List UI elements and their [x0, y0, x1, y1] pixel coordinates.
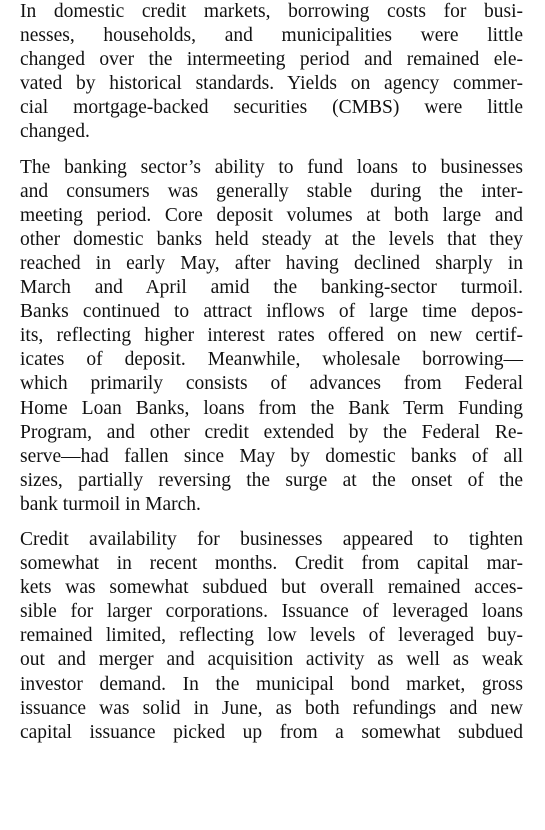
text-line: reached in early May, after having declined sharply in — [20, 252, 523, 274]
document-body — [20, 0, 523, 745]
text-line: bank turmoil in March. — [20, 493, 201, 515]
text-line: out and merger and acquisition activity as well as weak — [20, 649, 523, 671]
text-line: capital issuance picked up from a somewhat subdued — [20, 721, 523, 743]
paragraph-credit-availability — [20, 528, 523, 745]
text-line: cial mortgage-backed securities (CMBS) were little — [20, 97, 523, 119]
text-line: investor demand. In the municipal bond market, gross — [20, 673, 523, 695]
text-line: icates of deposit. Meanwhile, wholesale borrowing— — [20, 349, 523, 371]
text-line: Banks continued to attract inflows of large time depos- — [20, 301, 523, 323]
paragraph-banking-sector — [20, 156, 523, 517]
text-line: The banking sector’s ability to fund loans to businesses — [20, 156, 523, 178]
text-line: which primarily consists of advances from Federal — [20, 373, 523, 395]
text-line: kets was somewhat subdued but overall remained acces- — [20, 577, 523, 599]
text-line: somewhat in recent months. Credit from capital mar- — [20, 553, 523, 575]
text-line: remained limited, reflecting low levels of leveraged buy- — [20, 625, 523, 647]
text-line: issuance was solid in June, as both refundings and new — [20, 697, 523, 719]
text-line: In domestic credit markets, borrowing costs for busi- — [20, 1, 523, 22]
text-line: nesses, households, and municipalities were little — [20, 25, 523, 47]
text-line: sizes, partially reversing the surge at the onset of the — [20, 469, 523, 491]
text-line: March and April amid the banking-sector turmoil. — [20, 277, 523, 299]
text-line: serve—had fallen since May by domestic banks of all — [20, 445, 523, 467]
text-line: Credit availability for businesses appeared to tighten — [20, 528, 523, 550]
text-line: other domestic banks held steady at the levels that they — [20, 228, 523, 250]
text-line: changed over the intermeeting period and remained ele- — [20, 49, 523, 71]
text-line: Program, and other credit extended by the Federal Re- — [20, 421, 523, 443]
text-line: meeting period. Core deposit volumes at both large and — [20, 204, 523, 226]
paragraph-domestic-credit-markets — [20, 0, 523, 145]
text-line: changed. — [20, 121, 90, 143]
text-line: Home Loan Banks, loans from the Bank Term Funding — [20, 397, 523, 419]
text-line: and consumers was generally stable during the inter- — [20, 180, 523, 202]
text-line: vated by historical standards. Yields on agency commer- — [20, 73, 523, 95]
text-line: its, reflecting higher interest rates offered on new certif- — [20, 325, 523, 347]
text-line: sible for larger corporations. Issuance of leveraged loans — [20, 601, 523, 623]
